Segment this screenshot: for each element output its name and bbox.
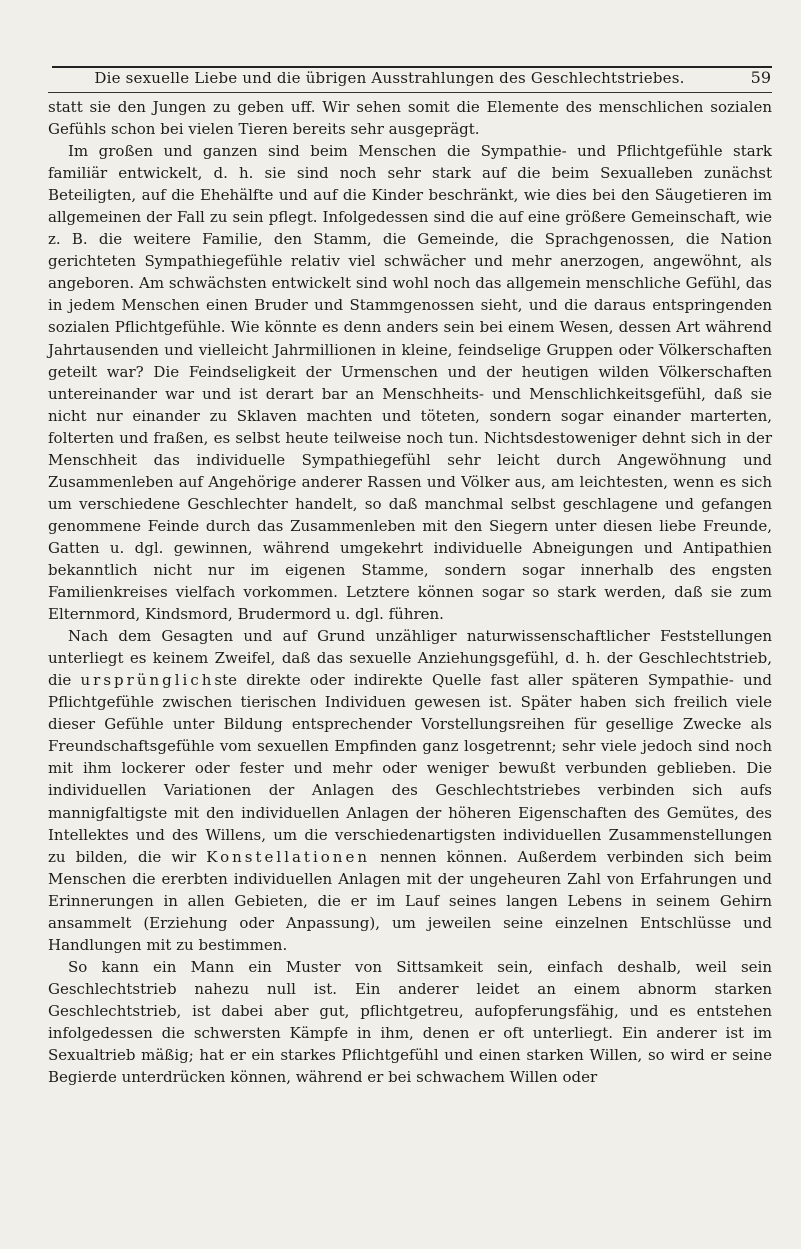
paragraph-3-part-3: nennen können. Außerdem verbinden sich beim Menschen die ererbten individuellen Anlagen mit der ungeheuren Zahl von Erfahrungen und Erinnerungen in allen Gebieten, die er im Lauf seines langen Lebens in seinem Gehirn ansammelt (Erziehung oder Anpassung), um jeweilen seine einzelnen Entschlüsse und Handlungen mit zu bestimmen. bbox=[48, 847, 772, 954]
running-title: Die sexuelle Liebe und die übrigen Ausstrahlungen des Geschlechtstriebes. bbox=[94, 69, 685, 87]
header-rule bbox=[48, 92, 772, 93]
paragraph-3-part-2: ste direkte oder indirekte Quelle fast aller späteren Sympathie- und Pflichtgefühle zwischen tierischen Individuen gewesen ist. Später haben sich freilich viele dieser Gefühle unter Bildung entsprechender Vorstellungsreihen für gesellige Zwecke als Freundschaftsgefühle vom sexuellen Empfinden ganz losgetrennt; sehr viele jedoch sind noch mit ihm lockerer oder fester und mehr oder weniger bewußt verbunden geblieben. Die individuellen Variationen der Anlagen des Geschlechtstriebes verbinden sich aufs mannigfaltigste mit den individuellen Anlagen der höheren Eigenschaften des Gemütes, des Intellektes und des Willens, um die verschiedenartigsten individuellen Zusammenstellungen zu bilden, die wir bbox=[48, 671, 772, 866]
paragraph-4: So kann ein Mann ein Muster von Sittsamkeit sein, einfach deshalb, weil sein Geschlechtstrieb nahezu null ist. Ein anderer leidet an einem abnorm starken Geschlechtstrieb, ist dabei aber gut, pflichtgetreu, aufopferungsfähig, und es entstehen infolgedessen die schwersten Kämpfe in ihm, denen er oft unterliegt. Ein anderer ist im Sexualtrieb mäßig; hat er ein starkes Pflichtgefühl und einen starken Willen, so wird er seine Begierde unterdrücken können, während er bei schwachem Willen oder bbox=[48, 957, 772, 1087]
spaced-word-konstellationen: Konstellationen bbox=[206, 847, 370, 866]
body-text bbox=[48, 96, 772, 1088]
paragraph-1: statt sie den Jungen zu geben uff. Wir sehen somit die Elemente des menschlichen sozialen Gefühls schon bei vielen Tieren bereits sehr ausgeprägt. bbox=[48, 98, 772, 139]
page-number: 59 bbox=[750, 68, 771, 87]
paragraph-2: Im großen und ganzen sind beim Menschen die Sympathie- und Pflichtgefühle stark familiär entwickelt, d. h. sie sind noch sehr stark auf die beim Sexualleben zunächst Beteiligten, auf die Ehehälfte und auf die Kinder beschränkt, wie dies bei den Säugetieren im allgemeinen der Fall zu sein pflegt. Infolgedessen sind die auf eine größere Gemeinschaft, wie z. B. die weitere Familie, den Stamm, die Gemeinde, die Sprachgenossen, die Nation gerichteten Sympathiegefühle relativ viel schwächer und mehr anerzogen, angewöhnt, als angeboren. Am schwächsten entwickelt sind wohl noch das allgemein menschliche Gefühl, das in jedem Menschen einen Bruder und Stammgenossen sieht, und die daraus entspringenden sozialen Pflichtgefühle. Wie könnte es denn anders sein bei einem Wesen, dessen Art während Jahrtausenden und vielleicht Jahrmillionen in kleine, feindselige Gruppen oder Völkerschaften geteilt war? Die Feindseligkeit der Urmenschen und der heutigen wilden Völkerschaften untereinander war und ist derart bar an Menschheits- und Menschlichkeitsgefühl, daß sie nicht nur einander zu Sklaven machten und töteten, sondern sogar einander marterten, folterten und fraßen, es selbst heute teilweise noch tun. Nichtsdestoweniger dehnt sich in der Menschheit das individuelle Sympathiegefühl sehr leicht durch Angewöhnung und Zusammenleben auf Angehörige anderer Rassen und Völker aus, am leichtesten, wenn es sich um verschiedene Geschlechter handelt, so daß manchmal selbst geschlagene und gefangen genommene Feinde durch das Zusammenleben mit den Siegern unter diesen liebe Freunde, Gatten u. dgl. gewinnen, während umgekehrt individuelle Abneigungen und Antipathien bekanntlich nicht nur im eigenen Stamme, sondern sogar innerhalb des engsten Familienkreises vielfach vorkommen. Letztere können sogar so stark werden, daß sie zum Elternmord, Kindsmord, Brudermord u. dgl. führen. bbox=[48, 142, 772, 624]
page-header bbox=[48, 68, 771, 94]
paragraph-3-part-1: Nach dem Gesagten und auf Grund unzähliger naturwissenschaftlicher Feststellungen unterliegt es keinem Zweifel, daß das sexuelle Anziehungsgefühl, d. h. der Geschlechtstrieb, die bbox=[48, 627, 772, 690]
spaced-word-urspruenglich: ursprünglich bbox=[80, 671, 215, 690]
paragraph-3 bbox=[48, 625, 772, 956]
